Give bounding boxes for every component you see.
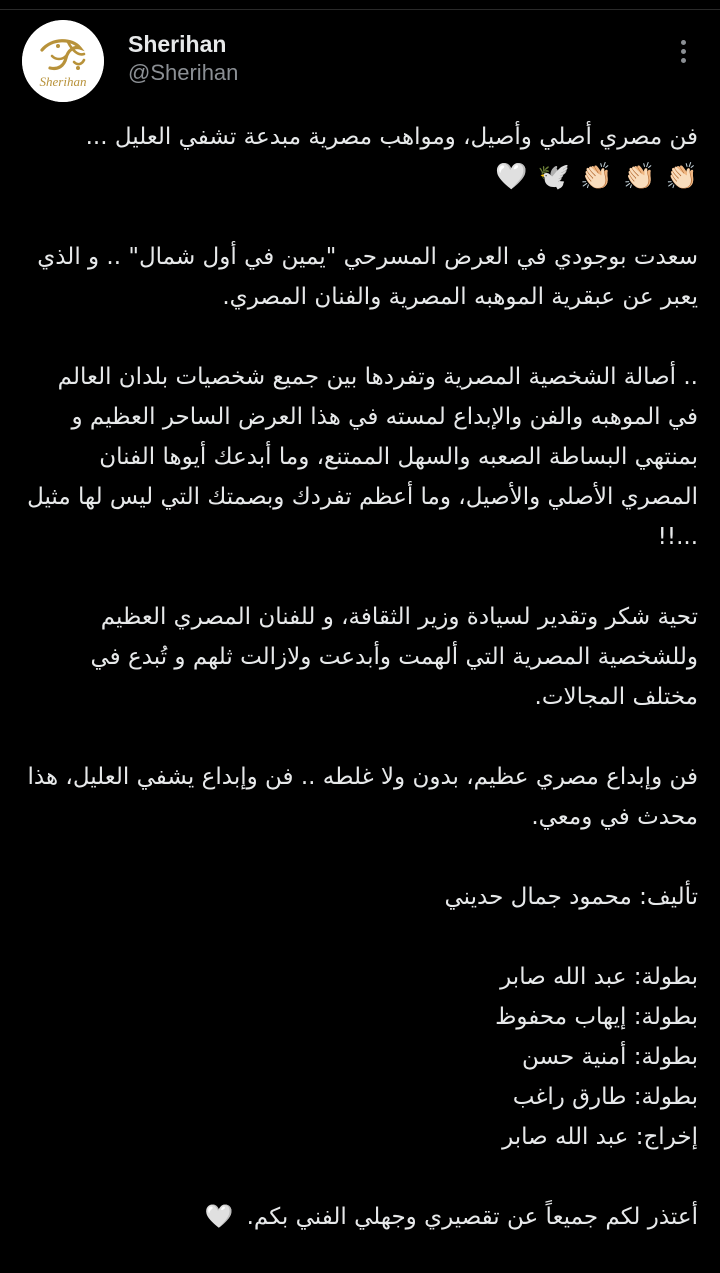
post-header: [22, 20, 702, 102]
user-names: [128, 30, 238, 88]
post-body: [22, 117, 698, 1237]
post-paragraph-1: سعدت بوجودي في العرض المسرحي "يمين في أول شمال" .. و الذي يعبر عن عبقرية الموهبه المصرية والفنان المصري.: [37, 244, 698, 310]
more-options-icon[interactable]: [678, 40, 688, 68]
post-paragraph-3: تحية شكر وتقدير لسيادة وزير الثقافة، و للفنان المصري العظيم وللشخصية المصرية التي ألهمت وأبدعت ولازالت ثلهم و تُبدع في مختلف المجالات.: [90, 604, 698, 710]
post-intro: فن مصري أصلي وأصيل، ومواهب مصرية مبدعة تشفي العليل ...: [85, 124, 698, 150]
emoji-row: [22, 157, 698, 197]
post-closing: [22, 1197, 698, 1237]
credit-line: بطولة: أمنية حسن: [521, 1044, 698, 1070]
post-paragraph-4: فن وإبداع مصري عظيم، بدون ولا غلطه .. فن وإبداع يشفي العليل، هذا محدث في ومعي.: [27, 764, 698, 830]
svg-text:Sherihan: Sherihan: [39, 74, 87, 89]
credit-line: بطولة: إيهاب محفوظ: [495, 1004, 698, 1030]
heart-emoji: 🤍: [204, 1204, 234, 1230]
dove-emoji: 🕊️: [537, 162, 571, 192]
credit-line: بطولة: طارق راغب: [512, 1084, 698, 1110]
clap-emoji: 👏🏻: [665, 162, 698, 192]
credit-line: بطولة: عبد الله صابر: [500, 964, 698, 990]
post-author: تأليف: محمود جمال حديني: [444, 884, 698, 910]
display-name[interactable]: Sherihan: [128, 31, 227, 57]
sherihan-logo-icon: [22, 20, 104, 102]
closing-text: أعتذر لكم جميعاً عن تقصيري وجهلي الفني بكم.: [246, 1204, 698, 1230]
credits-list: [22, 957, 698, 1157]
user-handle[interactable]: @Sherihan: [128, 60, 239, 85]
top-divider: [0, 0, 720, 10]
avatar[interactable]: [22, 20, 104, 102]
clap-emoji: 👏🏻: [622, 162, 656, 192]
heart-emoji: 🤍: [495, 162, 528, 192]
clap-emoji: 👏🏻: [580, 162, 613, 192]
credit-line: إخراج: عبد الله صابر: [502, 1124, 698, 1150]
post-paragraph-2: .. أصالة الشخصية المصرية وتفردها بين جميع شخصيات بلدان العالم في الموهبه والفن والإبداع لمسته في هذا العرض الساحر العظيم و بمنتهي البساطة الصعبه والسهل الممتنع، وما أبدعك أيوها الفنان المصري الأصلي والأصيل، وما أعظم تفردك وبصمتك التي ليس لها مثيل ...!!: [27, 364, 698, 550]
